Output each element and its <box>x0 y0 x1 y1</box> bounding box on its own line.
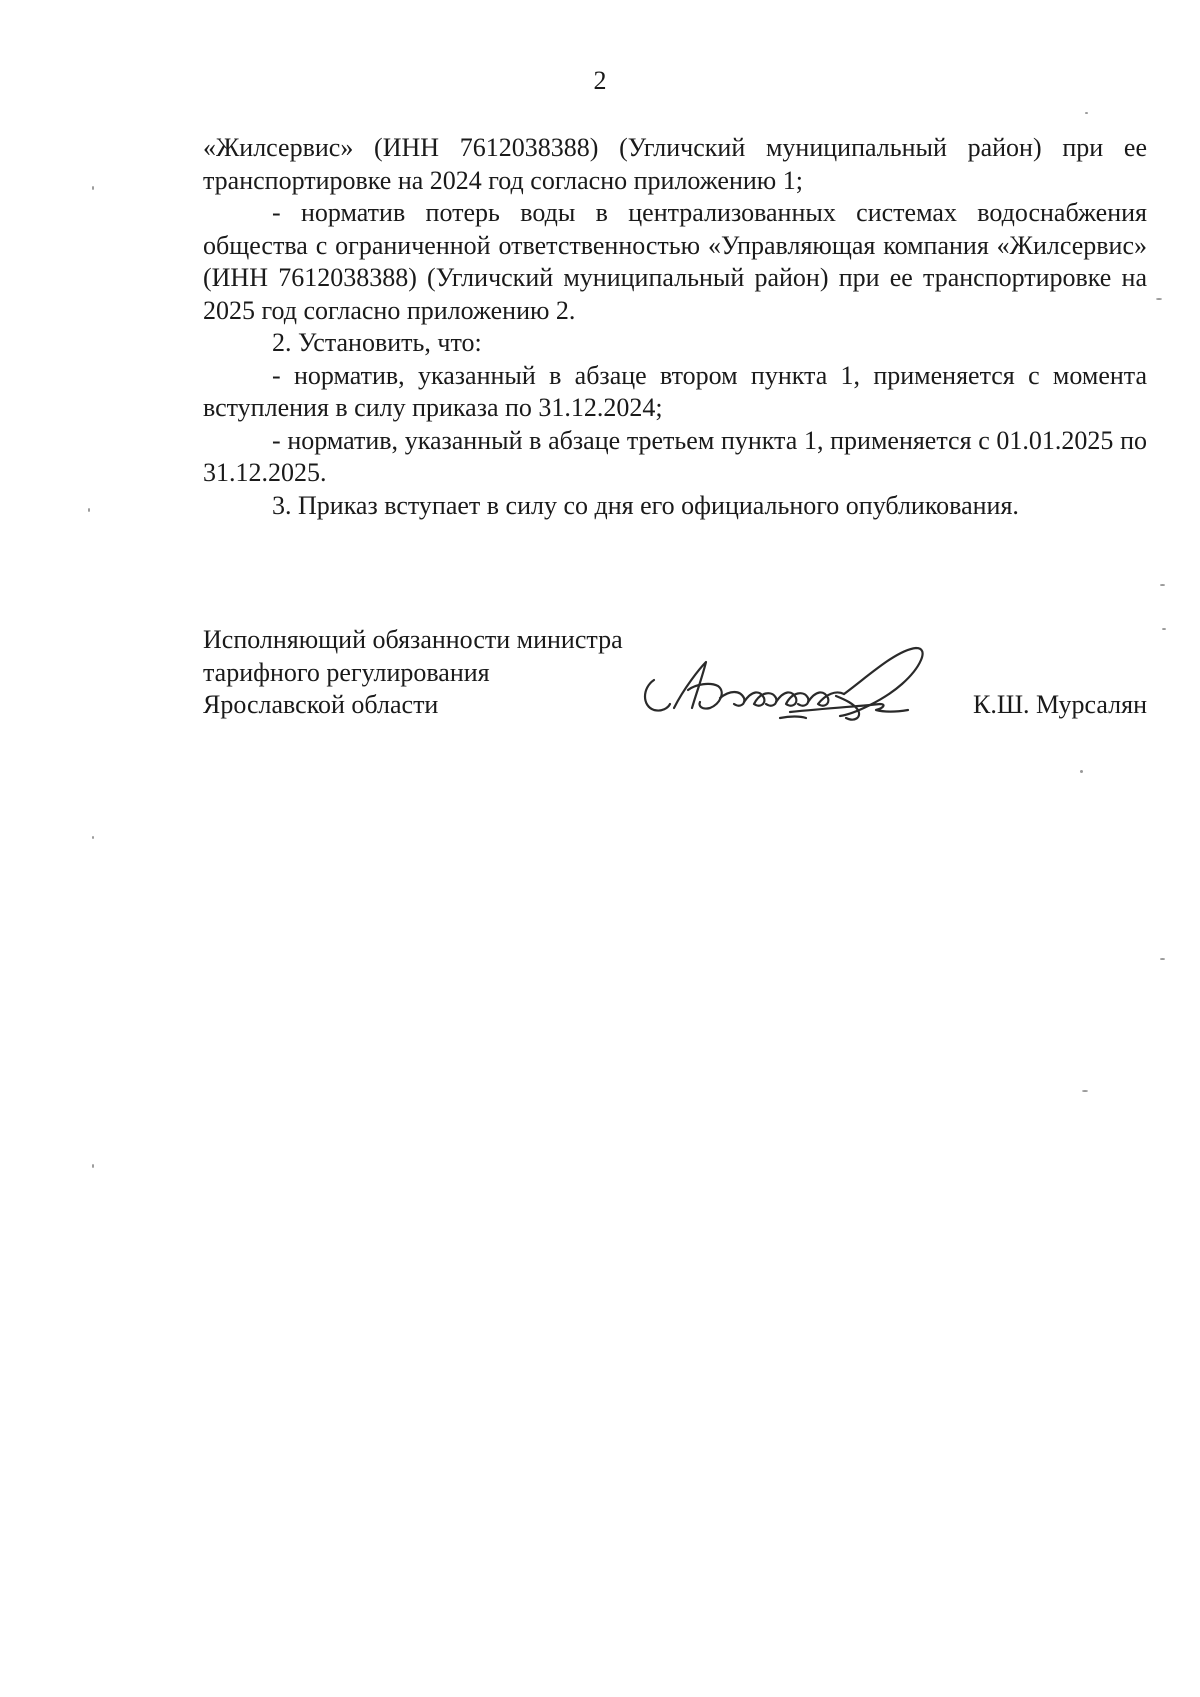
scan-speck <box>1156 298 1162 300</box>
paragraph-item-2-sub-1: - норматив, указанный в абзаце втором пункта 1, применяется с момента вступления в силу приказа по 31.12.2024; <box>203 360 1147 422</box>
scan-speck <box>88 508 90 512</box>
scan-speck <box>1080 770 1083 773</box>
paragraph-item-2-sub-2: - норматив, указанный в абзаце третьем пункта 1, применяется с 01.01.2025 по 31.12.2025. <box>203 425 1147 487</box>
scan-speck <box>1160 584 1165 586</box>
scan-speck <box>1160 958 1165 960</box>
scan-speck <box>1082 1090 1088 1092</box>
paragraph-item-2: 2. Установить, что: <box>272 328 482 357</box>
signature-block <box>203 624 1147 744</box>
scan-speck <box>1162 628 1166 630</box>
page-number: 2 <box>593 66 607 95</box>
signatory-position <box>203 624 703 722</box>
document-body <box>203 132 1147 522</box>
signatory-name: К.Ш. Мурсалян <box>972 690 1147 719</box>
scan-speck <box>92 1164 94 1168</box>
paragraph-continuation: «Жилсервис» (ИНН 7612038388) (Угличский муниципальный район) при ее транспортировке на 2024 год согласно приложению 1; <box>203 133 1147 195</box>
paragraph-item-3: 3. Приказ вступает в силу со дня его официального опубликования. <box>272 490 1019 520</box>
signatory-position-line-2: тарифного регулирования <box>203 657 490 687</box>
scan-speck <box>1085 112 1088 114</box>
scan-speck <box>92 186 94 190</box>
signatory-position-line-1: Исполняющий обязанности министра <box>203 625 623 654</box>
paragraph-norm-2025: - норматив потерь воды в централизованных системах водоснабжения общества с ограниченной ответственностью «Управляющая компания «Жилсервис» (ИНН 7612038388) (Угличский муниципальный район) при ее транспортировке на 2025 год согласно приложению 2. <box>203 198 1147 325</box>
scan-speck <box>92 836 94 839</box>
signatory-position-line-3: Ярославской области <box>203 690 439 719</box>
